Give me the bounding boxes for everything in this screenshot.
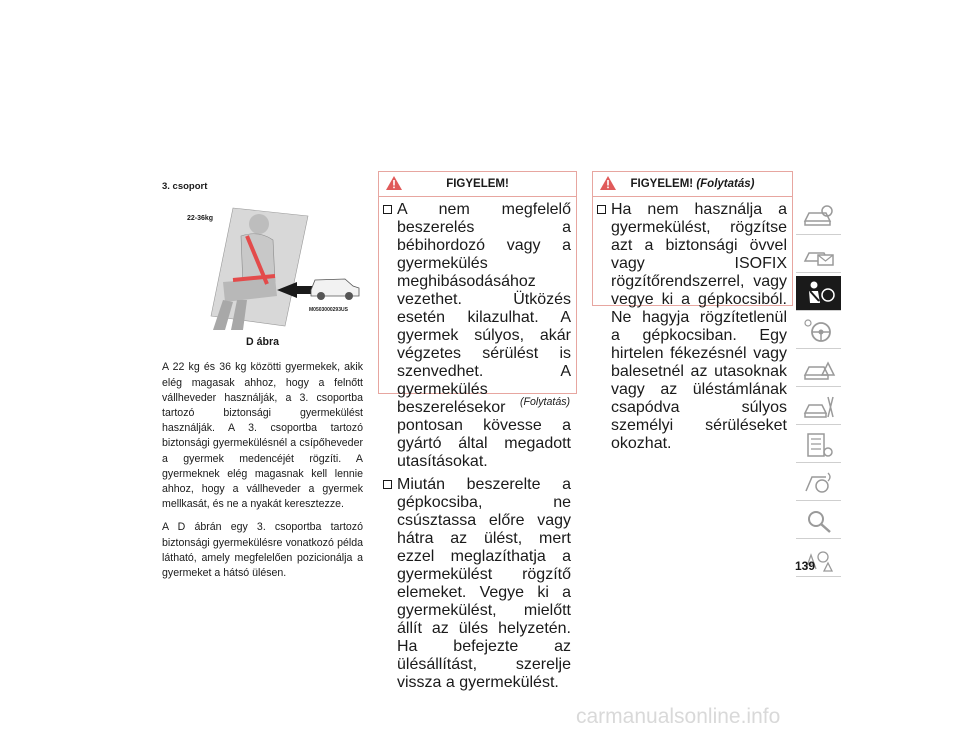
checkbox-icon [597, 205, 606, 214]
warning-bullet: Miután beszerelte a gépkocsiba, ne csúsztassa előre vagy hátra az ülést, mert ezzel meglazíthatja a gyermekülést rögzítő elemeket. Vegye ki a gyermekülést, mielőtt állít az ülés helyzetén. Ha befejezte az ülésállítást, szerelje vissza a gyermekülést. [383, 476, 571, 692]
image-code: M0503000293US [308, 307, 348, 314]
checkbox-icon [383, 205, 392, 214]
car-mail-icon [802, 241, 836, 269]
tab-safety[interactable] [796, 276, 841, 311]
chapter-tabs [796, 200, 841, 580]
warning-header [379, 172, 576, 197]
car-info-icon [802, 203, 836, 231]
tab-multimedia[interactable] [796, 466, 841, 501]
car-tools-icon [802, 393, 836, 421]
paragraph-1: A 22 kg és 36 kg közötti gyermekek, akik elég magasak ahhoz, hogy a felnőtt vállheveder használják, a 3. csoportba tartozó biztonsági gyermekülést használják. A 3. csoportba tartozó biztonsági gyermekülésnél a csípőheveder a gyermek medencéjét rögzíti. A gyermeknek elég magasnak kell lennie ahhoz, hogy a vállheveder a gyermek mellkasát, és ne a nyakát keresztezze. [162, 361, 363, 511]
checkbox-icon [383, 480, 392, 489]
warning-title: FIGYELEM! (Folytatás) [630, 178, 755, 190]
warning-bullet: Ha nem használja a gyermekülést, rögzítse azt a biztonsági övvel vagy ISOFIX rögzítőrendszerrel, vagy vegye ki a gépkocsiból. Ne hagyja rögzítetlenül a gépkocsiban. Egy hirtelen fékezésnél vagy balesetnél az utasoknak vagy az üléstámlának csapódva súlyos személyi sérüléseket okozhat. [597, 201, 787, 453]
magnifier-icon [802, 507, 836, 535]
checklist-icon [802, 431, 836, 459]
page-number: 139 [795, 559, 816, 573]
child-seat-figure [163, 204, 363, 334]
tab-driving[interactable] [796, 314, 841, 349]
section-heading: 3. csoport [162, 181, 208, 192]
tab-specifications[interactable] [796, 428, 841, 463]
watermark: carmanualsonline.info [576, 705, 781, 728]
seatbelt-airbag-icon [802, 279, 836, 307]
weight-label: 22-36kg [186, 215, 213, 223]
tab-car-mail[interactable] [796, 238, 841, 273]
warning-header [593, 172, 792, 197]
warning-title-suffix: (Folytatás) [696, 178, 755, 190]
paragraph-2: A D ábrán egy 3. csoportba tartozó biztonsági gyermekülésre vonatkozó példa látható, amely megfelelően pozicionálja a gyermeket a hátsó ülésen. [162, 521, 363, 580]
car-service-icon [802, 469, 836, 497]
steering-wheel-icon [802, 317, 836, 345]
car-warning-icon [802, 355, 836, 383]
warning-title: FIGYELEM! [446, 178, 509, 190]
warning-box-2 [592, 171, 793, 452]
continued-label: (Folytatás) [520, 396, 571, 408]
child-seat-illustration [163, 204, 363, 334]
tab-car-info[interactable] [796, 200, 841, 235]
tab-service[interactable] [796, 390, 841, 425]
left-column [162, 179, 363, 589]
tab-index[interactable] [796, 504, 841, 539]
tab-emergency[interactable] [796, 352, 841, 387]
warning-bullet: A nem megfelelő beszerelés a bébihordozó vagy a gyermekülés meghibásodásához vezethet. Ütközés esetén kilazulhat. A gyermek súlyos, akár végzetes sérülést is szenvedhet. A gyermekülés beszerelésekor pontosan kövesse a gyártó által megadott utasításokat. [383, 201, 571, 471]
figure-caption: D ábra [246, 336, 279, 349]
